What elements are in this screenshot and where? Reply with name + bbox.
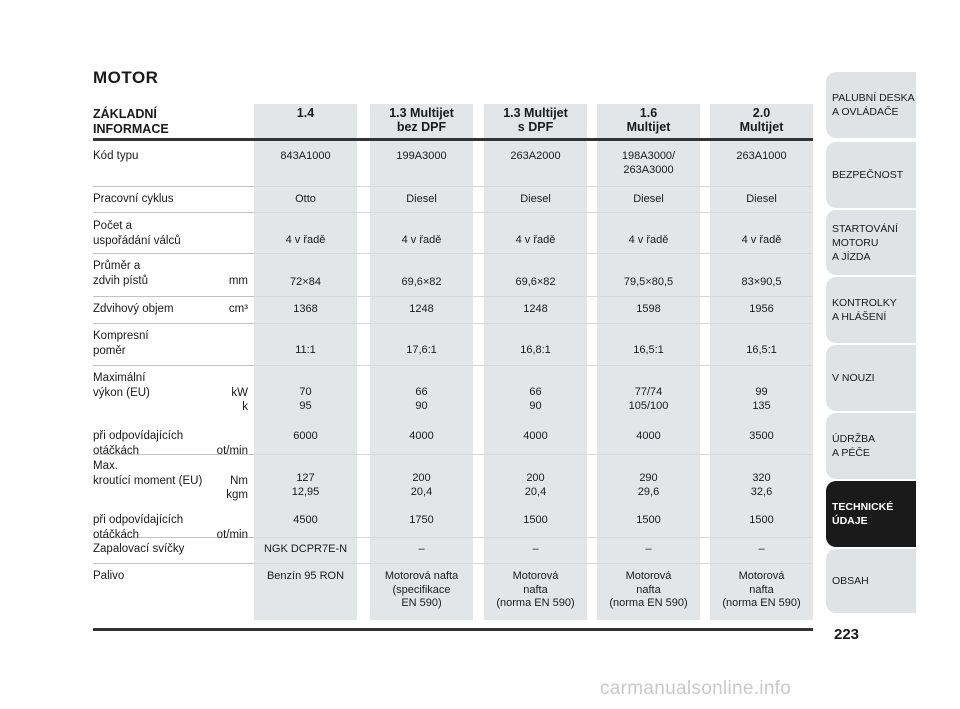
page-number: 223 bbox=[834, 626, 860, 643]
table-cell bbox=[597, 472, 700, 499]
table-cell bbox=[254, 234, 357, 248]
watermark: carmanualsonline.info bbox=[600, 678, 792, 699]
table-cell-line: Motorová bbox=[512, 570, 559, 582]
table-cell bbox=[370, 276, 473, 290]
row-label-text: při odpovídajících bbox=[93, 430, 184, 442]
table-cell bbox=[597, 150, 700, 177]
row-label-line bbox=[93, 386, 248, 401]
row-label bbox=[93, 259, 248, 288]
chapter-tab-label[interactable] bbox=[832, 371, 875, 385]
row-label-line bbox=[93, 474, 248, 489]
row-label-line bbox=[93, 488, 248, 503]
table-cell-line: (norma EN 590) bbox=[722, 597, 801, 609]
table-cell bbox=[370, 430, 473, 444]
table-cell-line: 4000 bbox=[636, 430, 661, 442]
column-header bbox=[370, 106, 473, 134]
row-label-line bbox=[93, 302, 248, 317]
row-separator bbox=[254, 454, 813, 455]
row-label-text: Kód typu bbox=[93, 150, 139, 162]
table-cell bbox=[710, 303, 813, 317]
table-cell-line: 95 bbox=[299, 399, 312, 412]
table-cell-line: 69,6×82 bbox=[401, 276, 442, 288]
row-separator bbox=[93, 563, 254, 564]
table-cell-line: 66 bbox=[415, 386, 428, 398]
row-label-line bbox=[93, 400, 248, 415]
row-label-line bbox=[93, 444, 248, 459]
row-separator bbox=[254, 186, 813, 187]
table-cell-line: nafta bbox=[523, 583, 548, 596]
row-label-text: zdvih pístů bbox=[93, 274, 148, 287]
table-cell-line: 90 bbox=[415, 399, 428, 412]
row-label-unit: k bbox=[242, 401, 248, 413]
row-label-text: Zapalovací svíčky bbox=[93, 543, 185, 555]
row-label-line bbox=[93, 219, 248, 234]
table-cell bbox=[484, 570, 587, 611]
table-cell bbox=[484, 193, 587, 207]
chapter-tab-label-line: A JÍZDA bbox=[832, 250, 871, 263]
chapter-tab-label-line: OBSAH bbox=[832, 575, 869, 587]
header-label bbox=[93, 107, 169, 137]
table-cell-line: EN 590) bbox=[401, 597, 442, 609]
table-cell bbox=[597, 234, 700, 248]
chapter-tab-label[interactable] bbox=[832, 296, 897, 324]
chapter-tab-label-line: ÚDAJE bbox=[832, 515, 868, 527]
table-cell bbox=[484, 430, 587, 444]
table-cell-line: 1598 bbox=[636, 303, 661, 315]
chapter-tab-label-line: A HLÁŠENÍ bbox=[832, 311, 887, 323]
row-separator bbox=[254, 365, 813, 366]
column-header-line: Multijet bbox=[739, 120, 784, 134]
chapter-tab-label-line: A PÉČE bbox=[832, 447, 870, 459]
table-cell-line: 29,6 bbox=[637, 485, 660, 498]
row-label bbox=[93, 513, 248, 542]
column-header-line: 2.0 bbox=[752, 106, 771, 120]
column-header-line: 1.6 bbox=[639, 106, 658, 120]
table-cell-line: 127 bbox=[296, 472, 315, 484]
row-label-text: otáčkách bbox=[93, 444, 140, 457]
chapter-tab[interactable] bbox=[826, 142, 916, 208]
chapter-tab-label[interactable] bbox=[832, 500, 893, 528]
table-cell-line: Motorová bbox=[738, 570, 785, 582]
chapter-tab-label[interactable] bbox=[832, 432, 875, 460]
table-cell-line: (norma EN 590) bbox=[496, 597, 575, 609]
chapter-tab-label-line: PALUBNÍ DESKA bbox=[832, 92, 915, 104]
table-cell-line: 263A1000 bbox=[736, 150, 787, 162]
table-cell-line: 16,5:1 bbox=[633, 344, 664, 356]
chapter-tab[interactable] bbox=[826, 549, 916, 613]
row-label-line bbox=[93, 274, 248, 289]
section-title: MOTOR bbox=[93, 68, 159, 87]
row-label-text: Počet a bbox=[93, 220, 132, 232]
row-label-unit: ot/min bbox=[216, 528, 248, 541]
table-cell-line: 200 bbox=[526, 472, 545, 484]
table-cell bbox=[484, 303, 587, 317]
chapter-tab-label-line: BEZPEČNOST bbox=[832, 169, 904, 181]
table-cell bbox=[710, 472, 813, 499]
row-label-text: výkon (EU) bbox=[93, 386, 150, 399]
row-label-line bbox=[93, 371, 248, 386]
table-cell-line: Diesel bbox=[520, 193, 551, 205]
row-label-line bbox=[93, 542, 248, 557]
table-cell bbox=[484, 276, 587, 290]
row-label-text: kroutící moment (EU) bbox=[93, 474, 203, 487]
chapter-tab-label-line: KONTROLKY bbox=[832, 297, 897, 309]
table-cell bbox=[710, 344, 813, 358]
table-cell bbox=[710, 543, 813, 557]
table-cell bbox=[597, 303, 700, 317]
table-cell bbox=[710, 150, 813, 164]
table-cell-line: 4 v řadě bbox=[741, 234, 782, 246]
row-label-text: Průměr a bbox=[93, 260, 141, 272]
row-label bbox=[93, 192, 248, 207]
table-cell bbox=[597, 430, 700, 444]
row-label-text: Palivo bbox=[93, 570, 125, 582]
table-cell-line: 1956 bbox=[749, 303, 774, 315]
table-cell bbox=[254, 193, 357, 207]
table-cell bbox=[254, 386, 357, 413]
table-cell-line: 20,4 bbox=[410, 485, 433, 498]
table-cell bbox=[484, 150, 587, 164]
table-cell bbox=[710, 234, 813, 248]
column-header bbox=[254, 106, 357, 120]
table-cell bbox=[484, 386, 587, 413]
row-label-line bbox=[93, 569, 248, 584]
chapter-tab-label-line: MOTORU bbox=[832, 236, 879, 249]
table-cell-line: 1500 bbox=[749, 514, 774, 526]
table-cell-line: 4000 bbox=[409, 430, 434, 442]
table-cell bbox=[254, 570, 357, 584]
table-cell bbox=[370, 234, 473, 248]
chapter-tab[interactable] bbox=[826, 481, 916, 547]
row-label-line bbox=[93, 344, 248, 359]
table-cell bbox=[484, 234, 587, 248]
row-label-line bbox=[93, 429, 248, 444]
table-cell-line: 90 bbox=[529, 399, 542, 412]
table-cell bbox=[370, 193, 473, 207]
table-cell-line: 77/74 bbox=[634, 386, 663, 398]
header-label-line-1: ZÁKLADNÍ bbox=[93, 107, 157, 121]
row-separator bbox=[254, 212, 813, 213]
table-cell-line: 105/100 bbox=[628, 399, 669, 412]
column-header-line: bez DPF bbox=[396, 120, 447, 134]
column-header-line: s DPF bbox=[517, 120, 554, 134]
row-label-text: při odpovídajících bbox=[93, 514, 184, 526]
row-separator bbox=[93, 212, 254, 213]
row-label-line bbox=[93, 234, 248, 249]
table-cell-line: 79,5×80,5 bbox=[623, 276, 674, 288]
table-cell bbox=[710, 276, 813, 290]
table-cell bbox=[597, 543, 700, 557]
row-label bbox=[93, 149, 248, 164]
table-cell-line: 200 bbox=[412, 472, 431, 484]
table-cell-line: 1750 bbox=[409, 514, 434, 526]
row-separator bbox=[93, 186, 254, 187]
table-cell bbox=[597, 276, 700, 290]
table-cell-line: Diesel bbox=[633, 193, 664, 205]
table-cell-line: 4 v řadě bbox=[285, 234, 326, 246]
row-label bbox=[93, 569, 248, 584]
table-cell bbox=[597, 344, 700, 358]
table-cell-line: 11:1 bbox=[295, 344, 316, 356]
table-cell bbox=[370, 514, 473, 528]
chapter-tab-label-line: ÚDRŽBA bbox=[832, 433, 876, 445]
table-cell-line: 66 bbox=[529, 386, 542, 398]
table-cell bbox=[254, 303, 357, 317]
table-cell-line: 4 v řadě bbox=[515, 234, 556, 246]
row-separator bbox=[254, 253, 813, 254]
table-cell bbox=[597, 514, 700, 528]
row-label-line bbox=[93, 459, 248, 474]
table-cell bbox=[370, 386, 473, 413]
chapter-tab-label-line: A OVLÁDAČE bbox=[832, 106, 899, 118]
table-cell bbox=[710, 514, 813, 528]
row-label bbox=[93, 302, 248, 317]
chapter-tab-label-line: V NOUZI bbox=[832, 372, 875, 384]
row-label-line bbox=[93, 259, 248, 274]
table-cell bbox=[370, 472, 473, 499]
table-cell-line: 6000 bbox=[293, 430, 318, 442]
row-label-line bbox=[93, 149, 248, 164]
table-cell bbox=[254, 543, 357, 557]
row-label-unit: kW bbox=[231, 386, 248, 399]
table-cell-line: 263A2000 bbox=[510, 150, 561, 162]
row-label-text: otáčkách bbox=[93, 528, 140, 541]
row-label-unit: ot/min bbox=[216, 444, 248, 457]
table-cell-line: Diesel bbox=[406, 193, 437, 205]
table-cell bbox=[597, 193, 700, 207]
table-cell-line: nafta bbox=[636, 583, 661, 596]
row-label-unit: kgm bbox=[226, 489, 248, 501]
row-separator bbox=[93, 365, 254, 366]
row-label-line bbox=[93, 513, 248, 528]
row-label-text: poměr bbox=[93, 344, 126, 357]
table-cell-line: 1500 bbox=[636, 514, 661, 526]
table-cell bbox=[710, 570, 813, 611]
chapter-tab[interactable] bbox=[826, 210, 916, 275]
chapter-tab[interactable] bbox=[826, 345, 916, 411]
table-cell-line: 20,4 bbox=[524, 485, 547, 498]
row-label-text: Maximální bbox=[93, 372, 146, 384]
row-label bbox=[93, 429, 248, 458]
table-cell-line: 99 bbox=[755, 386, 768, 398]
row-separator bbox=[254, 296, 813, 297]
row-label-text: Max. bbox=[93, 460, 118, 472]
column-header bbox=[710, 106, 813, 134]
row-label bbox=[93, 542, 248, 557]
table-cell bbox=[370, 344, 473, 358]
column-header bbox=[484, 106, 587, 134]
table-cell-line: 843A1000 bbox=[280, 150, 331, 162]
row-label bbox=[93, 219, 248, 248]
table-cell-line: – bbox=[645, 543, 652, 555]
row-label-unit: Nm bbox=[230, 474, 248, 487]
table-cell-line: 72×84 bbox=[290, 276, 321, 288]
table-cell-line: (norma EN 590) bbox=[609, 597, 688, 609]
table-cell bbox=[597, 386, 700, 413]
column-header bbox=[597, 106, 700, 134]
table-cell-line: Diesel bbox=[746, 193, 777, 205]
bottom-rule bbox=[93, 628, 813, 631]
table-cell-line: 70 bbox=[299, 386, 312, 398]
row-label-text: Kompresní bbox=[93, 330, 149, 342]
chapter-tab[interactable] bbox=[826, 277, 916, 343]
table-cell bbox=[484, 543, 587, 557]
row-label bbox=[93, 371, 248, 415]
table-cell-line: 1248 bbox=[523, 303, 548, 315]
table-cell bbox=[597, 570, 700, 611]
table-cell-line: 290 bbox=[639, 472, 658, 484]
row-separator bbox=[93, 323, 254, 324]
column-header-line: 1.4 bbox=[296, 106, 315, 120]
table-cell bbox=[254, 472, 357, 499]
row-label-line bbox=[93, 192, 248, 207]
table-cell-line: nafta bbox=[749, 583, 774, 596]
table-cell bbox=[370, 150, 473, 164]
table-cell bbox=[710, 193, 813, 207]
chapter-tab-label[interactable] bbox=[832, 222, 898, 264]
table-cell bbox=[370, 570, 473, 611]
table-cell-line: – bbox=[532, 543, 539, 555]
table-cell bbox=[484, 472, 587, 499]
table-cell bbox=[710, 386, 813, 413]
header-label-line-2: INFORMACE bbox=[93, 122, 169, 136]
row-separator bbox=[254, 323, 813, 324]
table-cell bbox=[484, 344, 587, 358]
table-cell-line: 17,6:1 bbox=[406, 344, 437, 356]
table-cell-line: 12,95 bbox=[291, 485, 320, 498]
table-cell-line: 135 bbox=[752, 399, 771, 412]
table-cell-line: – bbox=[418, 543, 425, 555]
table-cell-line: 32,6 bbox=[750, 485, 773, 498]
row-label-text: uspořádání válců bbox=[93, 234, 181, 247]
table-cell-line: 199A3000 bbox=[396, 150, 447, 162]
table-cell-line: 4500 bbox=[293, 514, 318, 526]
chapter-tab-label[interactable] bbox=[832, 168, 903, 182]
table-cell bbox=[370, 303, 473, 317]
table-cell-line: 16,8:1 bbox=[520, 344, 551, 356]
table-cell-line: 1500 bbox=[523, 514, 548, 526]
table-cell bbox=[710, 430, 813, 444]
row-separator bbox=[254, 563, 813, 564]
row-label-line bbox=[93, 329, 248, 344]
table-cell-line: Motorová nafta bbox=[384, 570, 459, 582]
row-label bbox=[93, 459, 248, 503]
table-cell-line: Benzín 95 RON bbox=[266, 570, 345, 582]
table-cell-line: 83×90,5 bbox=[741, 276, 782, 288]
table-cell bbox=[254, 430, 357, 444]
table-cell bbox=[254, 150, 357, 164]
table-cell-line: 1368 bbox=[293, 303, 318, 315]
row-label bbox=[93, 329, 248, 358]
table-cell bbox=[254, 344, 357, 358]
chapter-tab[interactable] bbox=[826, 72, 916, 138]
table-cell-line: Otto bbox=[295, 193, 316, 205]
chapter-tab-label-line: STARTOVÁNÍ bbox=[832, 222, 898, 235]
row-label-unit: cm³ bbox=[228, 303, 248, 315]
table-cell-line: NGK DCPR7E-N bbox=[263, 543, 348, 555]
table-cell-line: 16,5:1 bbox=[746, 344, 777, 356]
row-separator bbox=[93, 296, 254, 297]
row-label-unit: mm bbox=[228, 274, 248, 287]
table-cell-line: 4 v řadě bbox=[401, 234, 442, 246]
column-header-line: Multijet bbox=[626, 120, 671, 134]
chapter-tab-label-line: TECHNICKÉ bbox=[832, 501, 894, 513]
chapter-tab-label[interactable] bbox=[832, 91, 915, 119]
column-header-line: 1.3 Multijet bbox=[503, 106, 568, 120]
chapter-tab[interactable] bbox=[826, 413, 916, 479]
table-cell-line: 3500 bbox=[749, 430, 774, 442]
table-cell-line: 1248 bbox=[409, 303, 434, 315]
table-cell bbox=[254, 276, 357, 290]
table-cell-line: 4 v řadě bbox=[628, 234, 669, 246]
row-separator bbox=[93, 253, 254, 254]
table-cell bbox=[254, 514, 357, 528]
table-cell-line: 263A3000 bbox=[623, 163, 674, 176]
table-cell-line: Motorová bbox=[625, 570, 672, 582]
table-cell-line: – bbox=[758, 543, 765, 555]
table-cell-line: 69,6×82 bbox=[515, 276, 556, 288]
header-rule bbox=[93, 138, 813, 141]
row-label-line bbox=[93, 528, 248, 543]
chapter-tab-label[interactable] bbox=[832, 574, 869, 588]
row-label-text: Zdvihový objem bbox=[93, 303, 174, 315]
row-separator bbox=[254, 537, 813, 538]
row-label-text: Pracovní cyklus bbox=[93, 193, 174, 205]
table-cell-line: (specifikace bbox=[392, 583, 451, 596]
table-cell-line: 320 bbox=[752, 472, 771, 484]
table-cell-line: 198A3000/ bbox=[621, 150, 676, 162]
table-cell-line: 4000 bbox=[523, 430, 548, 442]
table-cell bbox=[370, 543, 473, 557]
column-header-line: 1.3 Multijet bbox=[389, 106, 454, 120]
table-cell bbox=[484, 514, 587, 528]
